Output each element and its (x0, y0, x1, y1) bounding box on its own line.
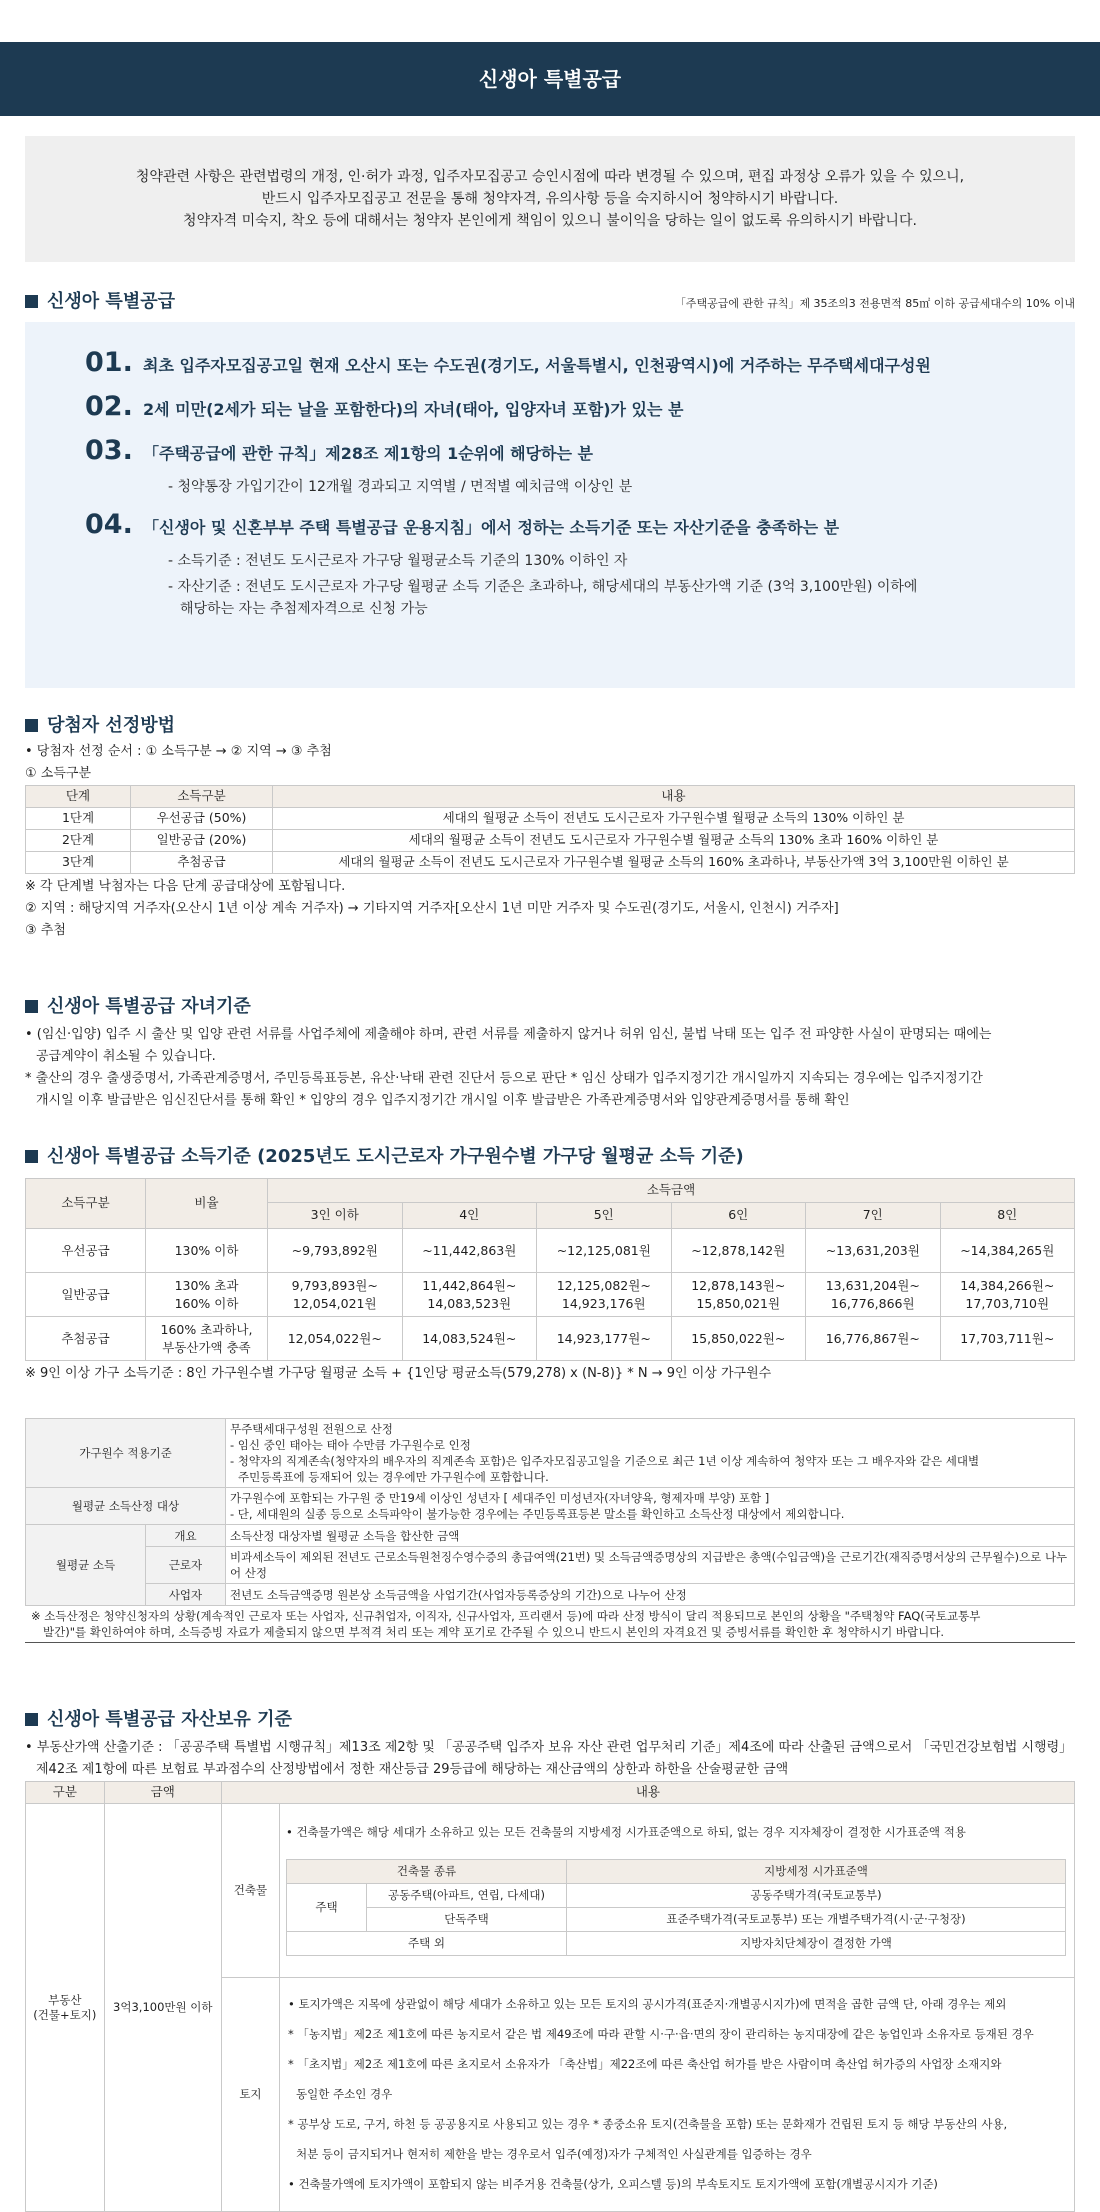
cell: 130% 초과 160% 이하 (146, 1273, 268, 1317)
col-header: 내용 (221, 1782, 1074, 1804)
cell: 일반공급 (20%) (131, 830, 273, 852)
item-text: 「신생아 및 신혼부부 주택 특별공급 운용지침」에서 정하는 소득기준 또는 자산기준을 충족하는 분 (143, 518, 840, 537)
square-bullet-icon (25, 1713, 38, 1726)
col-header: 7인 (806, 1203, 941, 1229)
col-header: 지방세정 시가표준액 (567, 1860, 1066, 1884)
note: ※ 9인 이상 가구 소득기준 : 8인 가구원수별 가구당 월평균 소득 + {1인당 평균소득(579,278) x (N-8)} * N → 9인 이상 가구원수 (25, 1366, 772, 1381)
cell: 14,384,266원~ 17,703,710원 (940, 1273, 1075, 1317)
cell: 비과세소득이 제외된 전년도 근로소득원천징수영수증의 총급여액(21번) 및 소득금액증명상의 지급받은 총액(수입금액)을 근로기간(재직증명서상의 근무월수)으로 나누어 산정 (226, 1547, 1075, 1584)
cell: 12,878,143원~ 15,850,021원 (671, 1273, 806, 1317)
note: ② 지역 : 해당지역 거주자(오산시 1년 이상 계속 거주자) → 기타지역 거주자[오산시 1년 미만 거주자 및 수도권(경기도, 서울시, 인천시) 거주자] (25, 901, 839, 916)
table-row (26, 808, 1075, 830)
income-table (25, 1178, 1075, 1361)
col-header: 비율 (146, 1179, 268, 1229)
section-asset-criteria (25, 1706, 1075, 2212)
cell: 13,631,204원~ 16,776,866원 (806, 1273, 941, 1317)
income-calculation-table-wrap (25, 1418, 1075, 1643)
col-header: 소득금액 (268, 1179, 1075, 1203)
cell: 공동주택가격(국토교통부) (567, 1884, 1066, 1908)
table-row (26, 1525, 1075, 1547)
cell-line: 가구원수에 포함되는 가구원 중 만19세 이상인 성년자 [ 세대주인 미성년자(자녀양육, 형제자매 부양) 포함 ] (230, 1491, 770, 1505)
cell: 3억3,100만원 이하 (104, 1804, 221, 2212)
item-text: 「주택공급에 관한 규칙」제28조 제1항의 1순위에 해당하는 분 (143, 444, 593, 463)
table-row (26, 1273, 1075, 1317)
cell: 일반공급 (26, 1273, 146, 1317)
cell: 1단계 (26, 808, 131, 830)
table-row (287, 1932, 1066, 1956)
cell-line: - 청약자의 직계존속(청약자의 배우자의 직계존속 포함)은 입주자모집공고일을 기준으로 최근 1년 이상 계속하여 청약자 또는 그 배우자와 같은 세대별 (230, 1454, 980, 1468)
asset-table (25, 1781, 1075, 2212)
table-row (26, 1547, 1075, 1584)
building-types-table (286, 1859, 1066, 1956)
note: ③ 추첨 (25, 923, 66, 938)
cell: 130% 이하 (146, 1229, 268, 1273)
section-title: 신생아 특별공급 자산보유 기준 (47, 1709, 292, 1730)
cell: 단독주택 (367, 1908, 567, 1932)
cell: ~14,384,265원 (940, 1229, 1075, 1273)
item-number: 02. (85, 391, 133, 422)
col-header: 구분 (26, 1782, 105, 1804)
table-row (26, 1229, 1075, 1273)
cell: 토지 (221, 1978, 279, 2212)
note-line: 발간)"를 확인하여야 하며, 소득증빙 자료가 제출되지 않으면 부적격 처리 또는 계약 포기로 간주될 수 있으니 반드시 본인의 자격요건 및 증빙서류를 확인한 후 청약하시기 바랍니다. (43, 1625, 945, 1639)
qualification-item (85, 348, 1075, 378)
col-header: 5인 (537, 1203, 672, 1229)
row-label: 사업자 (146, 1584, 226, 1606)
cell-line: - 임신 중인 태아는 태아 수만큼 가구원수로 인정 (230, 1438, 471, 1452)
criteria-line: 개시일 이후 발급받은 임신진단서를 통해 확인 * 입양의 경우 입주지정기간 개시일 이후 발급받은 가족관계증명서와 입양관계증명서를 통해 확인 (36, 1093, 850, 1108)
asset-line: 제42조 제1항에 따른 보험료 부과점수의 산정방법에서 정한 재산등급 29등급에 해당하는 재산금액의 상한과 하한을 산술평균한 금액 (36, 1762, 789, 1777)
square-bullet-icon (25, 719, 38, 732)
item-text: 2세 미만(2세가 되는 날을 포함한다)의 자녀(태아, 입양자녀 포함)가 있는 분 (143, 400, 684, 419)
cell: 12,054,022원~ (268, 1317, 403, 1361)
table-row (287, 1908, 1066, 1932)
criteria-line: • (임신·입양) 입주 시 출산 및 입양 관련 서류를 사업주체에 제출해야 하며, 관련 서류를 제출하지 않거나 허위 임신, 불법 낙태 또는 입주 전 파양한 사실이 판명되는 때에는 (25, 1027, 992, 1042)
cell: 세대의 월평균 소득이 전년도 도시근로자 가구원수별 월평균 소득의 130% 초과 160% 이하인 분 (273, 830, 1075, 852)
cell: ~13,631,203원 (806, 1229, 941, 1273)
cell: 소득산정 대상자별 월평균 소득을 합산한 금액 (226, 1525, 1075, 1547)
income-class-label: ① 소득구분 (25, 766, 92, 781)
section-qualification-header (25, 288, 1075, 315)
row-label: 개요 (146, 1525, 226, 1547)
table-row (26, 830, 1075, 852)
selection-table (25, 785, 1075, 874)
land-line: • 건축물가액에 토지가액이 포함되지 않는 비주거용 건축물(상가, 오피스텔 등)의 부속토지도 토지가액에 포함(개별공시지가 기준) (288, 2177, 938, 2191)
row-label: 근로자 (146, 1547, 226, 1584)
cell: 15,850,022원~ (671, 1317, 806, 1361)
section-winner-selection (25, 712, 1075, 942)
qualification-box (25, 322, 1075, 688)
cell: 전년도 소득금액증명 원본상 소득금액을 사업기간(사업자등록증상의 기간)으로 나누어 산정 (226, 1584, 1075, 1606)
col-header: 단계 (26, 786, 131, 808)
section-income-criteria (25, 1143, 1075, 1385)
col-header: 금액 (104, 1782, 221, 1804)
note-line: ※ 소득산정은 청약신청자의 상황(계속적인 근로자 또는 사업자, 신규취업자, 이직자, 신규사업자, 프리랜서 등)에 따라 산정 방식이 달리 적용되므로 본인의 상황을 "주택청약 FAQ(국토교통부 (31, 1609, 981, 1623)
cell: 우선공급 (50%) (131, 808, 273, 830)
row-label: 가구원수 적용기준 (26, 1419, 226, 1488)
table-row (26, 1419, 1075, 1488)
col-header: 6인 (671, 1203, 806, 1229)
cell: 9,793,893원~ 12,054,021원 (268, 1273, 403, 1317)
notice-line: 청약관련 사항은 관련법령의 개정, 인·허가 과정, 입주자모집공고 승인시점에 따라 변경될 수 있으며, 편집 과정상 오류가 있을 수 있으니, (135, 169, 965, 185)
square-bullet-icon (25, 1000, 38, 1013)
square-bullet-icon (25, 1150, 38, 1163)
cell: ~9,793,892원 (268, 1229, 403, 1273)
row-label: 월평균 소득 (26, 1525, 146, 1606)
cell: 주택 (287, 1884, 367, 1932)
col-header: 건축물 종류 (287, 1860, 567, 1884)
col-header: 소득구분 (131, 786, 273, 808)
col-header: 내용 (273, 786, 1075, 808)
land-line: 동일한 주소인 경우 (296, 2087, 393, 2101)
qualification-item (85, 436, 1075, 466)
cell: 건축물 (221, 1804, 279, 1978)
item-subtext: - 소득기준 : 전년도 도시근로자 가구당 월평균소득 기준의 130% 이하인 자 (168, 553, 628, 569)
section-title: 신생아 특별공급 소득기준 (2025년도 도시근로자 가구원수별 가구당 월평균 소득 기준) (47, 1146, 744, 1167)
row-label: 월평균 소득산정 대상 (26, 1488, 226, 1525)
cell: 14,923,177원~ (537, 1317, 672, 1361)
income-calculation-table (25, 1418, 1075, 1606)
section-title: 신생아 특별공급 자녀기준 (47, 996, 251, 1017)
table-row (26, 1488, 1075, 1525)
page-banner: 신생아 특별공급 (0, 42, 1100, 116)
item-text: 최초 입주자모집공고일 현재 오산시 또는 수도권(경기도, 서울특별시, 인천광역시)에 거주하는 무주택세대구성원 (143, 356, 931, 375)
square-bullet-icon (25, 295, 38, 308)
cell-line: 무주택세대구성원 전원으로 산정 (230, 1422, 393, 1436)
section-title: 신생아 특별공급 (47, 291, 175, 312)
table-row (26, 852, 1075, 874)
table-row (26, 1804, 1075, 1978)
section-child-criteria (25, 993, 1075, 1112)
cell: 표준주택가격(국토교통부) 또는 개별주택가격(시·군·구청장) (567, 1908, 1066, 1932)
item-subtext: 해당하는 자는 추첨제자격으로 신청 가능 (180, 601, 428, 617)
land-content (280, 1978, 1075, 2212)
item-number: 01. (85, 347, 133, 378)
cell: 공동주택(아파트, 연립, 다세대) (367, 1884, 567, 1908)
cell: 지방자치단체장이 결정한 가액 (567, 1932, 1066, 1956)
building-note: • 건축물가액은 해당 세대가 소유하고 있는 모든 건축물의 지방세정 시가표준액으로 하되, 없는 경우 지자체장이 결정한 시가표준액 적용 (286, 1825, 966, 1839)
table-row (287, 1884, 1066, 1908)
cell: 14,083,524원~ (402, 1317, 537, 1361)
notice-line: 반드시 입주자모집공고 전문을 통해 청약자격, 유의사항 등을 숙지하시어 청약하시기 바랍니다. (261, 191, 839, 207)
cell: 우선공급 (26, 1229, 146, 1273)
item-number: 03. (85, 435, 133, 466)
cell: ~12,125,081원 (537, 1229, 672, 1273)
land-line: * 공부상 도로, 구거, 하천 등 공공용지로 사용되고 있는 경우 * 종중소유 토지(건축물을 포함) 또는 문화재가 건립된 토지 등 해당 부동산의 사용, (288, 2117, 1008, 2131)
criteria-line: 공급계약이 취소될 수 있습니다. (36, 1049, 216, 1064)
item-subtext: - 청약통장 가입기간이 12개월 경과되고 지역별 / 면적별 예치금액 이상인 분 (168, 479, 633, 495)
cell (226, 1419, 1075, 1488)
cell-line: - 단, 세대원의 실종 등으로 소득파악이 불가능한 경우에는 주민등록표등본 말소를 확인하고 소득산정 대상에서 제외합니다. (230, 1507, 845, 1521)
notice-line: 청약자격 미숙지, 착오 등에 대해서는 청약자 본인에게 책임이 있으니 불이익을 당하는 일이 없도록 유의하시기 바랍니다. (183, 213, 917, 229)
land-line: * 「농지법」제2조 제1호에 따른 농지로서 같은 법 제49조에 따라 관할 시·구·읍·면의 장이 관리하는 농지대장에 같은 농업인과 소유자로 등재된 경우 (288, 2027, 1034, 2041)
item-subtext: - 자산기준 : 전년도 도시근로자 가구당 월평균 소득 기준은 초과하나, 해당세대의 부동산가액 기준 (3억 3,100만원) 이하에 (168, 579, 918, 595)
qualification-item (85, 392, 1075, 422)
calc-note (25, 1606, 1075, 1643)
building-content (280, 1804, 1075, 1978)
land-line: 처분 등이 금지되거나 현저히 제한을 받는 경우로서 입주(예정)자가 구체적인 사실관계를 입증하는 경우 (296, 2147, 812, 2161)
land-line: • 토지가액은 지목에 상관없이 해당 세대가 소유하고 있는 모든 토지의 공시가격(표준지·개별공시지가)에 면적을 곱한 금액 단, 아래 경우는 제외 (288, 1997, 1007, 2011)
cell: 17,703,711원~ (940, 1317, 1075, 1361)
notice-box (25, 136, 1075, 262)
cell: 추첨공급 (26, 1317, 146, 1361)
cell: 3단계 (26, 852, 131, 874)
cell: 160% 초과하나, 부동산가액 충족 (146, 1317, 268, 1361)
cell: 부동산 (건물+토지) (26, 1804, 105, 2212)
cell: 16,776,867원~ (806, 1317, 941, 1361)
table-row (26, 1584, 1075, 1606)
section-title: 당첨자 선정방법 (47, 715, 175, 736)
qualification-item (85, 510, 1075, 540)
cell: ~12,878,142원 (671, 1229, 806, 1273)
cell: 추첨공급 (131, 852, 273, 874)
item-number: 04. (85, 509, 133, 540)
col-header: 소득구분 (26, 1179, 146, 1229)
cell: 11,442,864원~ 14,083,523원 (402, 1273, 537, 1317)
cell: 세대의 월평균 소득이 전년도 도시근로자 가구원수별 월평균 소득의 160% 초과하나, 부동산가액 3억 3,100만원 이하인 분 (273, 852, 1075, 874)
col-header: 8인 (940, 1203, 1075, 1229)
asset-line: • 부동산가액 산출기준 : 「공공주택 특별법 시행규칙」제13조 제2항 및 「공공주택 입주자 보유 자산 관련 업무처리 기준」제4조에 따라 산출된 금액으로서 「국민건강보험법 시행령」 (25, 1740, 1073, 1755)
land-line: * 「초지법」제2조 제1호에 따른 초지로서 소유자가 「축산법」제22조에 따른 축산업 허가를 받은 사람이며 축산업 허가증의 사업장 소재지와 (288, 2057, 1002, 2071)
col-header: 4인 (402, 1203, 537, 1229)
note: ※ 각 단계별 낙첨자는 다음 단계 공급대상에 포함됩니다. (25, 879, 346, 894)
cell (226, 1488, 1075, 1525)
regulation-reference: 「주택공급에 관한 규칙」제 35조의3 전용면적 85㎡ 이하 공급세대수의 10% 이내 (674, 297, 1075, 310)
criteria-line: * 출산의 경우 출생증명서, 가족관계증명서, 주민등록표등본, 유산·낙태 관련 진단서 등으로 판단 * 임신 상태가 입주지정기간 개시일까지 지속되는 경우에는 입주지정기간 (25, 1071, 983, 1086)
table-row (26, 1317, 1075, 1361)
cell: ~11,442,863원 (402, 1229, 537, 1273)
cell: 주택 외 (287, 1932, 567, 1956)
cell: 12,125,082원~ 14,923,176원 (537, 1273, 672, 1317)
cell: 2단계 (26, 830, 131, 852)
selection-order: • 당첨자 선정 순서 : ① 소득구분 → ② 지역 → ③ 추첨 (25, 744, 332, 759)
col-header: 3인 이하 (268, 1203, 403, 1229)
cell-line: 주민등록표에 등재되어 있는 경우에만 가구원수에 포함합니다. (238, 1470, 549, 1484)
cell: 세대의 월평균 소득이 전년도 도시근로자 가구원수별 월평균 소득의 130% 이하인 분 (273, 808, 1075, 830)
